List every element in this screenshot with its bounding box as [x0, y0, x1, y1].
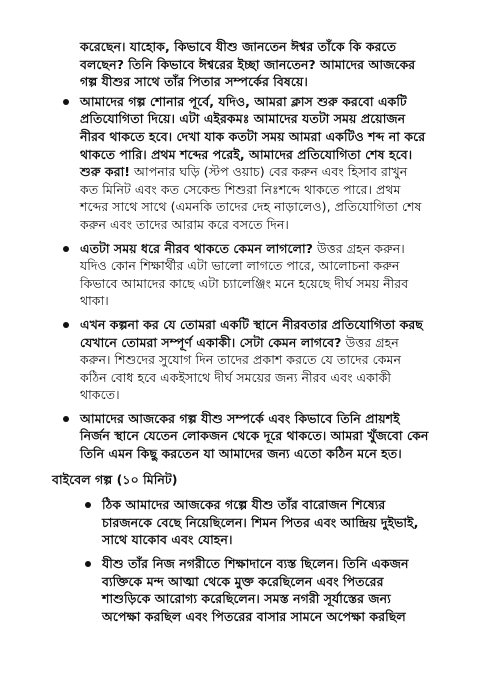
list-item [58, 316, 429, 404]
intro-paragraph: করেছেন। যাহোক, কিভাবে যীশু জানতেন ঈশ্বর তাঁকে কি করতে বলছেন? তিনি কিভাবে ঈশ্বরের ইচ্ছা জানতেন? আমাদের আজকের গল্প যীশুর সাথে তাঁর পিতার সম্পর্কের বিষয়ে। [80, 39, 416, 90]
list-item [80, 496, 429, 549]
section-heading: বাইবেল গল্প (১০ মিনিট) [52, 471, 178, 487]
bullet-bold-text: যীশু তাঁর নিজ নগরীতে শিক্ষাদানে ব্যস্ত ছিলেন। তিনি একজন ব্যক্তিকে মন্দ আত্মা থেকে মুক্ত করেছিলেন এবং পিতরের শাশুড়িকে আরোগ্য করেছিলেন। সমস্ত নগরী সূর্যাস্তের জন্য অপেক্ষা করছিল এবং পিতরের বাসার সামনে অপেক্ষা করছিল [102, 556, 409, 624]
bullet-bold-text: ঠিক আমাদের আজকের গল্পে যীশু তাঁর বারোজন শিষ্যের চারজনকে বেছে নিয়েছিলেন। শিমন পিতর এবং আন্দ্রিয় দুইভাই, সাথে যাকোব এবং যোহন। [102, 497, 419, 548]
bullet-icon [85, 502, 91, 508]
bullet-icon [63, 246, 69, 252]
bullet-normal-text: আপনার ঘড়ি (স্টপ ওয়াচ) বের করুন এবং হিসাব রাখুন কত মিনিট এবং কত সেকেন্ড শিশুরা নিঃশব্দে থাকতে পারে। প্রথম শব্দের সাথে সাথে (এমনকি তাদের দেহ নাড়ালেও), প্রতিযোগিতা শেষ করুন এবং তাদের আরাম করে বসতে দিন। [80, 164, 422, 232]
bullet-bold-text: আমাদের আজকের গল্প যীশু সম্পর্কে এবং কিভাবে তিনি প্রায়শই নির্জন স্থানে যেতেন লোকজন থেকে দূরে থাকতে। আমরা খুঁজবো কেন তিনি এমন কিছু করতেন যা আমাদের জন্য এতো কঠিন মনে হত। [80, 410, 429, 462]
list-item [58, 410, 429, 463]
list-item [80, 555, 429, 625]
bullet-normal-text: উত্তর গ্রহন করুন। শিশুদের সুযোগ দিন তাদের প্রকাশ করতে যে তাদের কেমন কঠিন বোধ হবে একইসাথে দীর্ঘ সময়ের জন্য নীরব এবং একাকী থাকতে। [80, 334, 402, 403]
bullet-bold-text: এতটা সময় ধরে নীরব থাকতে কেমন লাগলো? [80, 240, 313, 256]
bullet-icon [63, 416, 69, 422]
bullet-bold-text: আমাদের গল্প শোনার পূর্বে, যদিও, আমরা ক্লাস শুরু করবো একটি প্রতিযোগিতা দিয়ে। এটা এইরকমঃ আমাদের যতটা সময় প্রয়োজন নীরব থাকতে হবে। দেখা যাক কতটা সময় আমরা একটিও শব্দ না করে থাকতে পারি। প্রথম শব্দের পরেই, আমাদের প্রতিযোগিতা শেষ হবে। শুরু করা! [80, 93, 426, 180]
bullet-icon [63, 99, 69, 105]
bullet-icon [85, 561, 91, 567]
list-item [58, 240, 429, 310]
bullet-bold-text: এখন কল্পনা কর যে তোমরা একটি স্থানে নীরবতার প্রতিযোগিতা করছ যেখানে তোমরা সম্পূর্ণ একাকী। সেটা কেমন লাগবে? [80, 316, 423, 350]
bullet-icon [63, 322, 69, 328]
list-item [58, 93, 429, 234]
bible-story-bullet-list [58, 496, 429, 625]
activity-bullet-list [58, 93, 429, 463]
bullet-normal-text: উত্তর গ্রহন করুন। যদিও কোন শিক্ষার্থীর এটা ভালো লাগতে পারে, আলোচনা করুন কিভাবে আমাদের কাছে এটা চ্যালেঞ্জিং মনে হয়েছে দীর্ঘ সময় নীরব থাকা। [80, 240, 409, 309]
